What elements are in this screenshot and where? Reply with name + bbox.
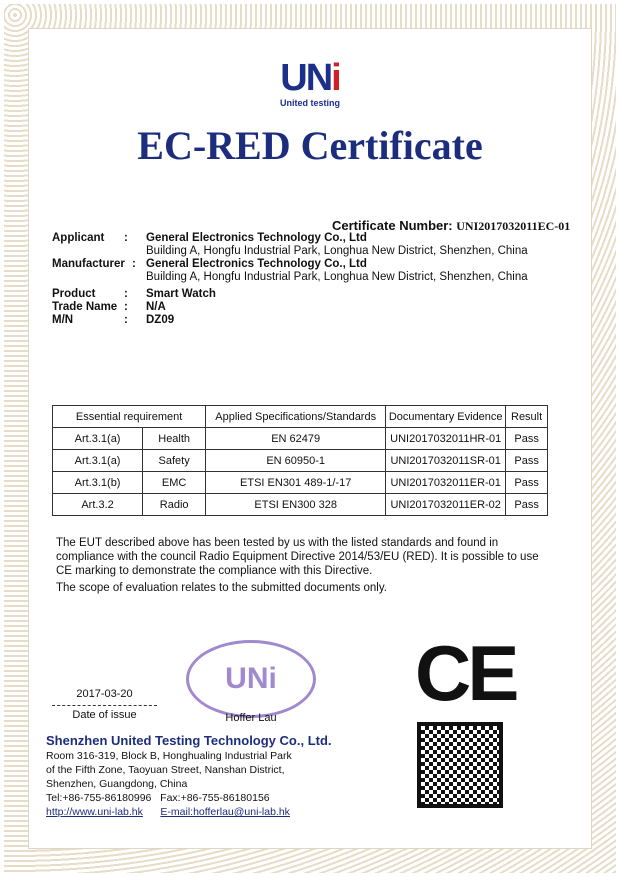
- table-header-row: [53, 406, 548, 428]
- product-value: Smart Watch: [146, 288, 216, 300]
- page-title: EC-RED Certificate: [137, 123, 483, 168]
- logo-n: N: [305, 57, 332, 99]
- logo-u: U: [280, 57, 306, 99]
- issuer-fax: Fax:+86-755-86180156: [160, 792, 270, 804]
- model-number-label: M/N: [52, 314, 74, 326]
- uni-logo: [272, 58, 348, 108]
- cell: Pass: [506, 494, 548, 516]
- manufacturer-address: Building A, Hongfu Industrial Park, Longhua New District, Shenzhen, China: [146, 271, 528, 283]
- manufacturer-value: General Electronics Technology Co., Ltd: [146, 258, 367, 270]
- table-row: [53, 472, 548, 494]
- cell: Safety: [143, 450, 206, 472]
- date-of-issue: [52, 688, 157, 721]
- compliance-statement: [56, 536, 556, 595]
- cell: Art.3.1(a): [53, 450, 143, 472]
- info-block: [52, 232, 528, 327]
- certificate-number-value: UNI2017032011EC-01: [456, 219, 571, 233]
- scope-paragraph: The scope of evaluation relates to the submitted documents only.: [56, 582, 387, 594]
- manufacturer-label: Manufacturer: [52, 258, 125, 270]
- column-header: Essential requirement: [53, 406, 206, 428]
- trade-name-label: Trade Name: [52, 301, 118, 313]
- column-header: Documentary Evidence: [386, 406, 506, 428]
- logo-tagline: United testing: [280, 98, 340, 108]
- issuer-address: Shenzhen, Guangdong, China: [46, 778, 188, 790]
- colon: :: [124, 301, 128, 313]
- cell: Art.3.1(a): [53, 428, 143, 450]
- column-header: Result: [506, 406, 548, 428]
- column-header: Applied Specifications/Standards: [206, 406, 386, 428]
- colon: :: [124, 314, 128, 326]
- applicant-address: Building A, Hongfu Industrial Park, Longhua New District, Shenzhen, China: [146, 245, 528, 257]
- cell: Pass: [506, 472, 548, 494]
- colon: :: [124, 232, 128, 244]
- cell: Health: [143, 428, 206, 450]
- colon: :: [132, 258, 136, 270]
- cell: ETSI EN301 489-1/-17: [206, 472, 386, 494]
- date-label: Date of issue: [72, 709, 137, 721]
- cell: ETSI EN300 328: [206, 494, 386, 516]
- cell: UNI2017032011HR-01: [386, 428, 506, 450]
- cell: UNI2017032011SR-01: [386, 450, 506, 472]
- cell: Art.3.1(b): [53, 472, 143, 494]
- cell: Radio: [143, 494, 206, 516]
- colon: :: [124, 288, 128, 300]
- cell: Art.3.2: [53, 494, 143, 516]
- cell: EMC: [143, 472, 206, 494]
- signatory-name: Hoffer Lau: [225, 712, 277, 724]
- model-number-value: DZ09: [146, 314, 175, 326]
- trade-name-value: N/A: [146, 301, 166, 313]
- issuer-address: of the Fifth Zone, Taoyuan Street, Nanshan District,: [46, 764, 285, 776]
- cell: EN 62479: [206, 428, 386, 450]
- cell: EN 60950-1: [206, 450, 386, 472]
- table-row: [53, 450, 548, 472]
- cell: Pass: [506, 428, 548, 450]
- date-value: 2017-03-20: [76, 688, 133, 700]
- ce-mark: CE: [415, 629, 516, 717]
- applicant-value: General Electronics Technology Co., Ltd: [146, 232, 367, 244]
- compliance-paragraph: The EUT described above has been tested by us with the listed standards and found in compliance with the council Radio Equipment Directive 2014/53/EU (RED). It is possible to use CE marking to demonstrate the compliance with this Directive.: [56, 537, 539, 577]
- cell: Pass: [506, 450, 548, 472]
- signature-block: [186, 640, 316, 724]
- table-row: [53, 494, 548, 516]
- company-stamp: UNi: [186, 640, 316, 718]
- email-link[interactable]: E-mail:hofferlau@uni-lab.hk: [160, 806, 290, 818]
- issuer-address: Room 316-319, Block B, Honghualing Industrial Park: [46, 750, 292, 762]
- logo-i: i: [331, 57, 340, 99]
- product-label: Product: [52, 288, 96, 300]
- issuer-tel: Tel:+86-755-86180996: [46, 792, 152, 804]
- website-link[interactable]: http://www.uni-lab.hk: [46, 806, 143, 818]
- qr-code: [417, 722, 503, 808]
- table-row: [53, 428, 548, 450]
- issuer-info: [46, 732, 332, 819]
- applicant-label: Applicant: [52, 232, 105, 244]
- cell: UNI2017032011ER-02: [386, 494, 506, 516]
- certificate-number-label: Certificate Number:: [332, 218, 453, 233]
- divider: [52, 705, 157, 706]
- requirements-table: [52, 405, 548, 516]
- cell: UNI2017032011ER-01: [386, 472, 506, 494]
- issuer-name: Shenzhen United Testing Technology Co., Ltd.: [46, 733, 332, 748]
